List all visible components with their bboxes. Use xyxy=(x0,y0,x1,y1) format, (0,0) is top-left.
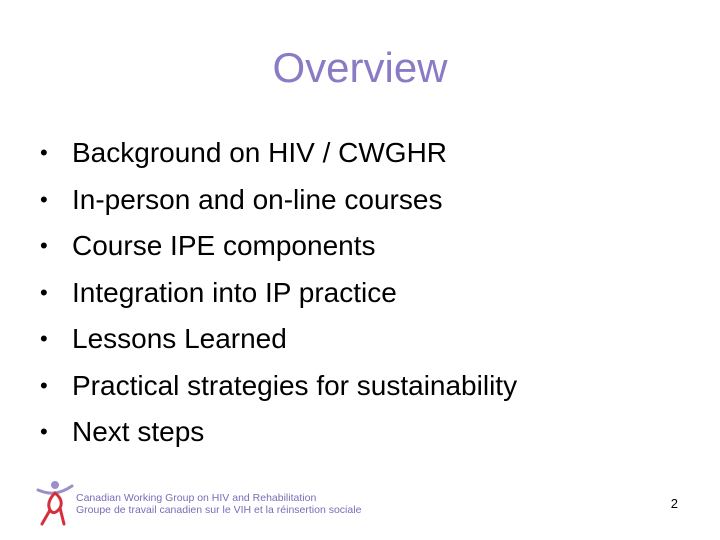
bullet-dot: • xyxy=(40,326,48,351)
bullet-text: Practical strategies for sustainability xyxy=(72,369,518,401)
organization-logo xyxy=(34,478,362,530)
logo-text xyxy=(76,492,361,516)
bullet-text: Lessons Learned xyxy=(72,323,287,354)
bullet-dot: • xyxy=(40,233,48,258)
logo-line-english: Canadian Working Group on HIV and Rehabilitation xyxy=(76,492,317,504)
bullet-text: Integration into IP practice xyxy=(72,276,397,308)
logo-line-french: Groupe de travail canadien sur le VIH et la réinsertion sociale xyxy=(76,504,362,516)
bullet-dot: • xyxy=(40,140,48,165)
bullet-dot: • xyxy=(40,419,48,444)
bullet-text: Course IPE components xyxy=(72,230,376,261)
bullet-text: In-person and on-line courses xyxy=(72,183,443,215)
bullet-dot: • xyxy=(40,279,48,305)
bullet-text: Next steps xyxy=(72,416,205,447)
slide-title: Overview xyxy=(272,44,448,91)
red-ribbon-figure-icon xyxy=(34,478,74,526)
bullet-dot: • xyxy=(40,372,48,398)
bullet-text: Background on HIV / CWGHR xyxy=(72,137,448,168)
page-number: 2 xyxy=(670,496,678,511)
bullet-dot: • xyxy=(40,186,48,212)
